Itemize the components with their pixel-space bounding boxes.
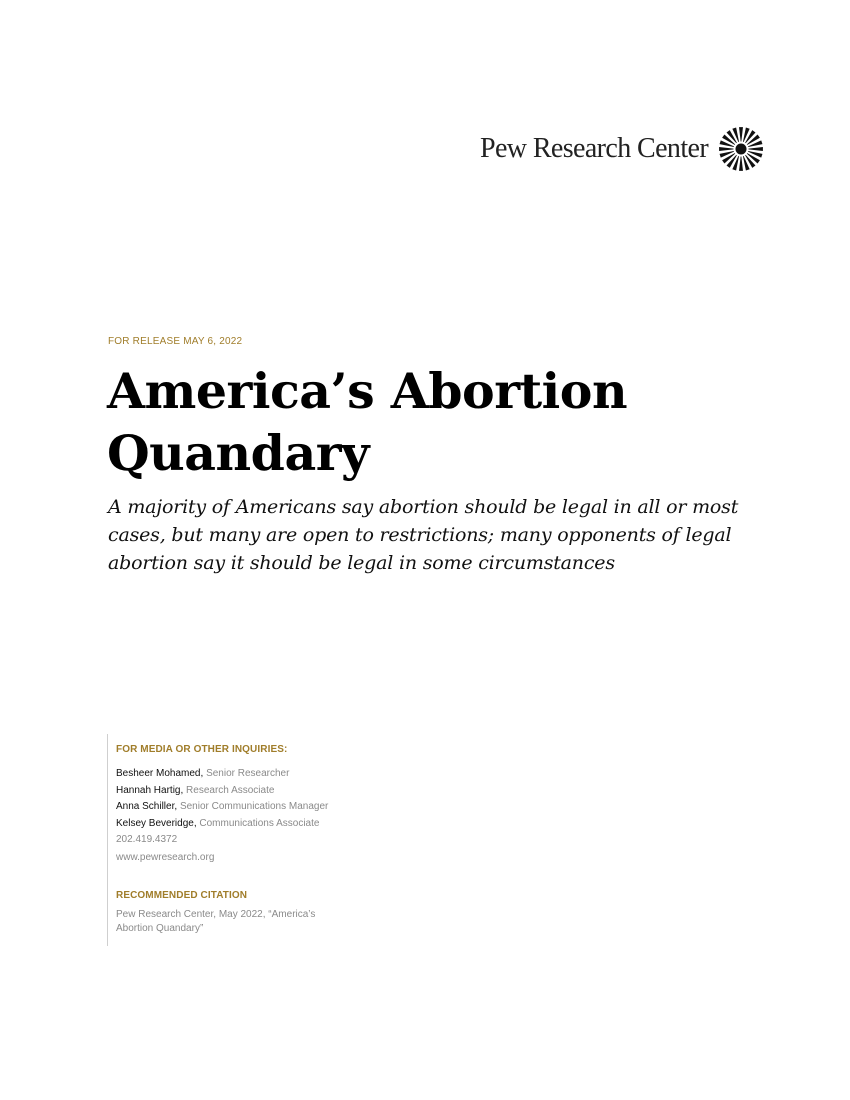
media-inquiries-box: [107, 734, 407, 946]
contact-name: Hannah Hartig,: [116, 784, 184, 796]
phone-number: 202.419.4372: [116, 834, 178, 845]
contact-item: [116, 816, 407, 833]
release-date: FOR RELEASE MAY 6, 2022: [108, 336, 243, 347]
contact-item: [116, 783, 407, 800]
logo-ray: [719, 147, 733, 151]
contact-name: Kelsey Beveridge,: [116, 817, 197, 829]
pew-logo: [480, 126, 764, 172]
citation-text: Pew Research Center, May 2022, “America’s Abortion Quandary”: [116, 909, 316, 934]
contact-item: [116, 766, 407, 783]
media-inquiries-heading: FOR MEDIA OR OTHER INQUIRIES:: [116, 744, 288, 755]
website-link[interactable]: www.pewresearch.org: [116, 852, 215, 863]
logo-text: Pew Research Center: [480, 133, 709, 164]
report-subtitle: A majority of Americans say abortion should be legal in all or most cases, but many are open to restrictions; many opponents of legal abortion say it should be legal in some circumstances: [108, 496, 739, 574]
contact-role: Communications Associate: [199, 817, 320, 829]
logo-ray: [739, 127, 743, 141]
contact-role: Research Associate: [186, 784, 275, 796]
logo-ray: [749, 147, 763, 151]
citation-heading: RECOMMENDED CITATION: [116, 890, 248, 901]
contact-role: Senior Communications Manager: [179, 801, 329, 812]
logo-ray: [739, 156, 743, 170]
contact-name: Besheer Mohamed,: [116, 768, 204, 779]
contact-role: Senior Researcher: [206, 768, 290, 779]
report-title: America’s Abortion Quandary: [107, 362, 628, 482]
contact-name: Anna Schiller,: [116, 801, 178, 812]
sunburst-logo-icon: [718, 126, 764, 172]
contact-item: [116, 799, 407, 816]
contact-list: [116, 766, 407, 848]
logo-core: [736, 144, 747, 155]
